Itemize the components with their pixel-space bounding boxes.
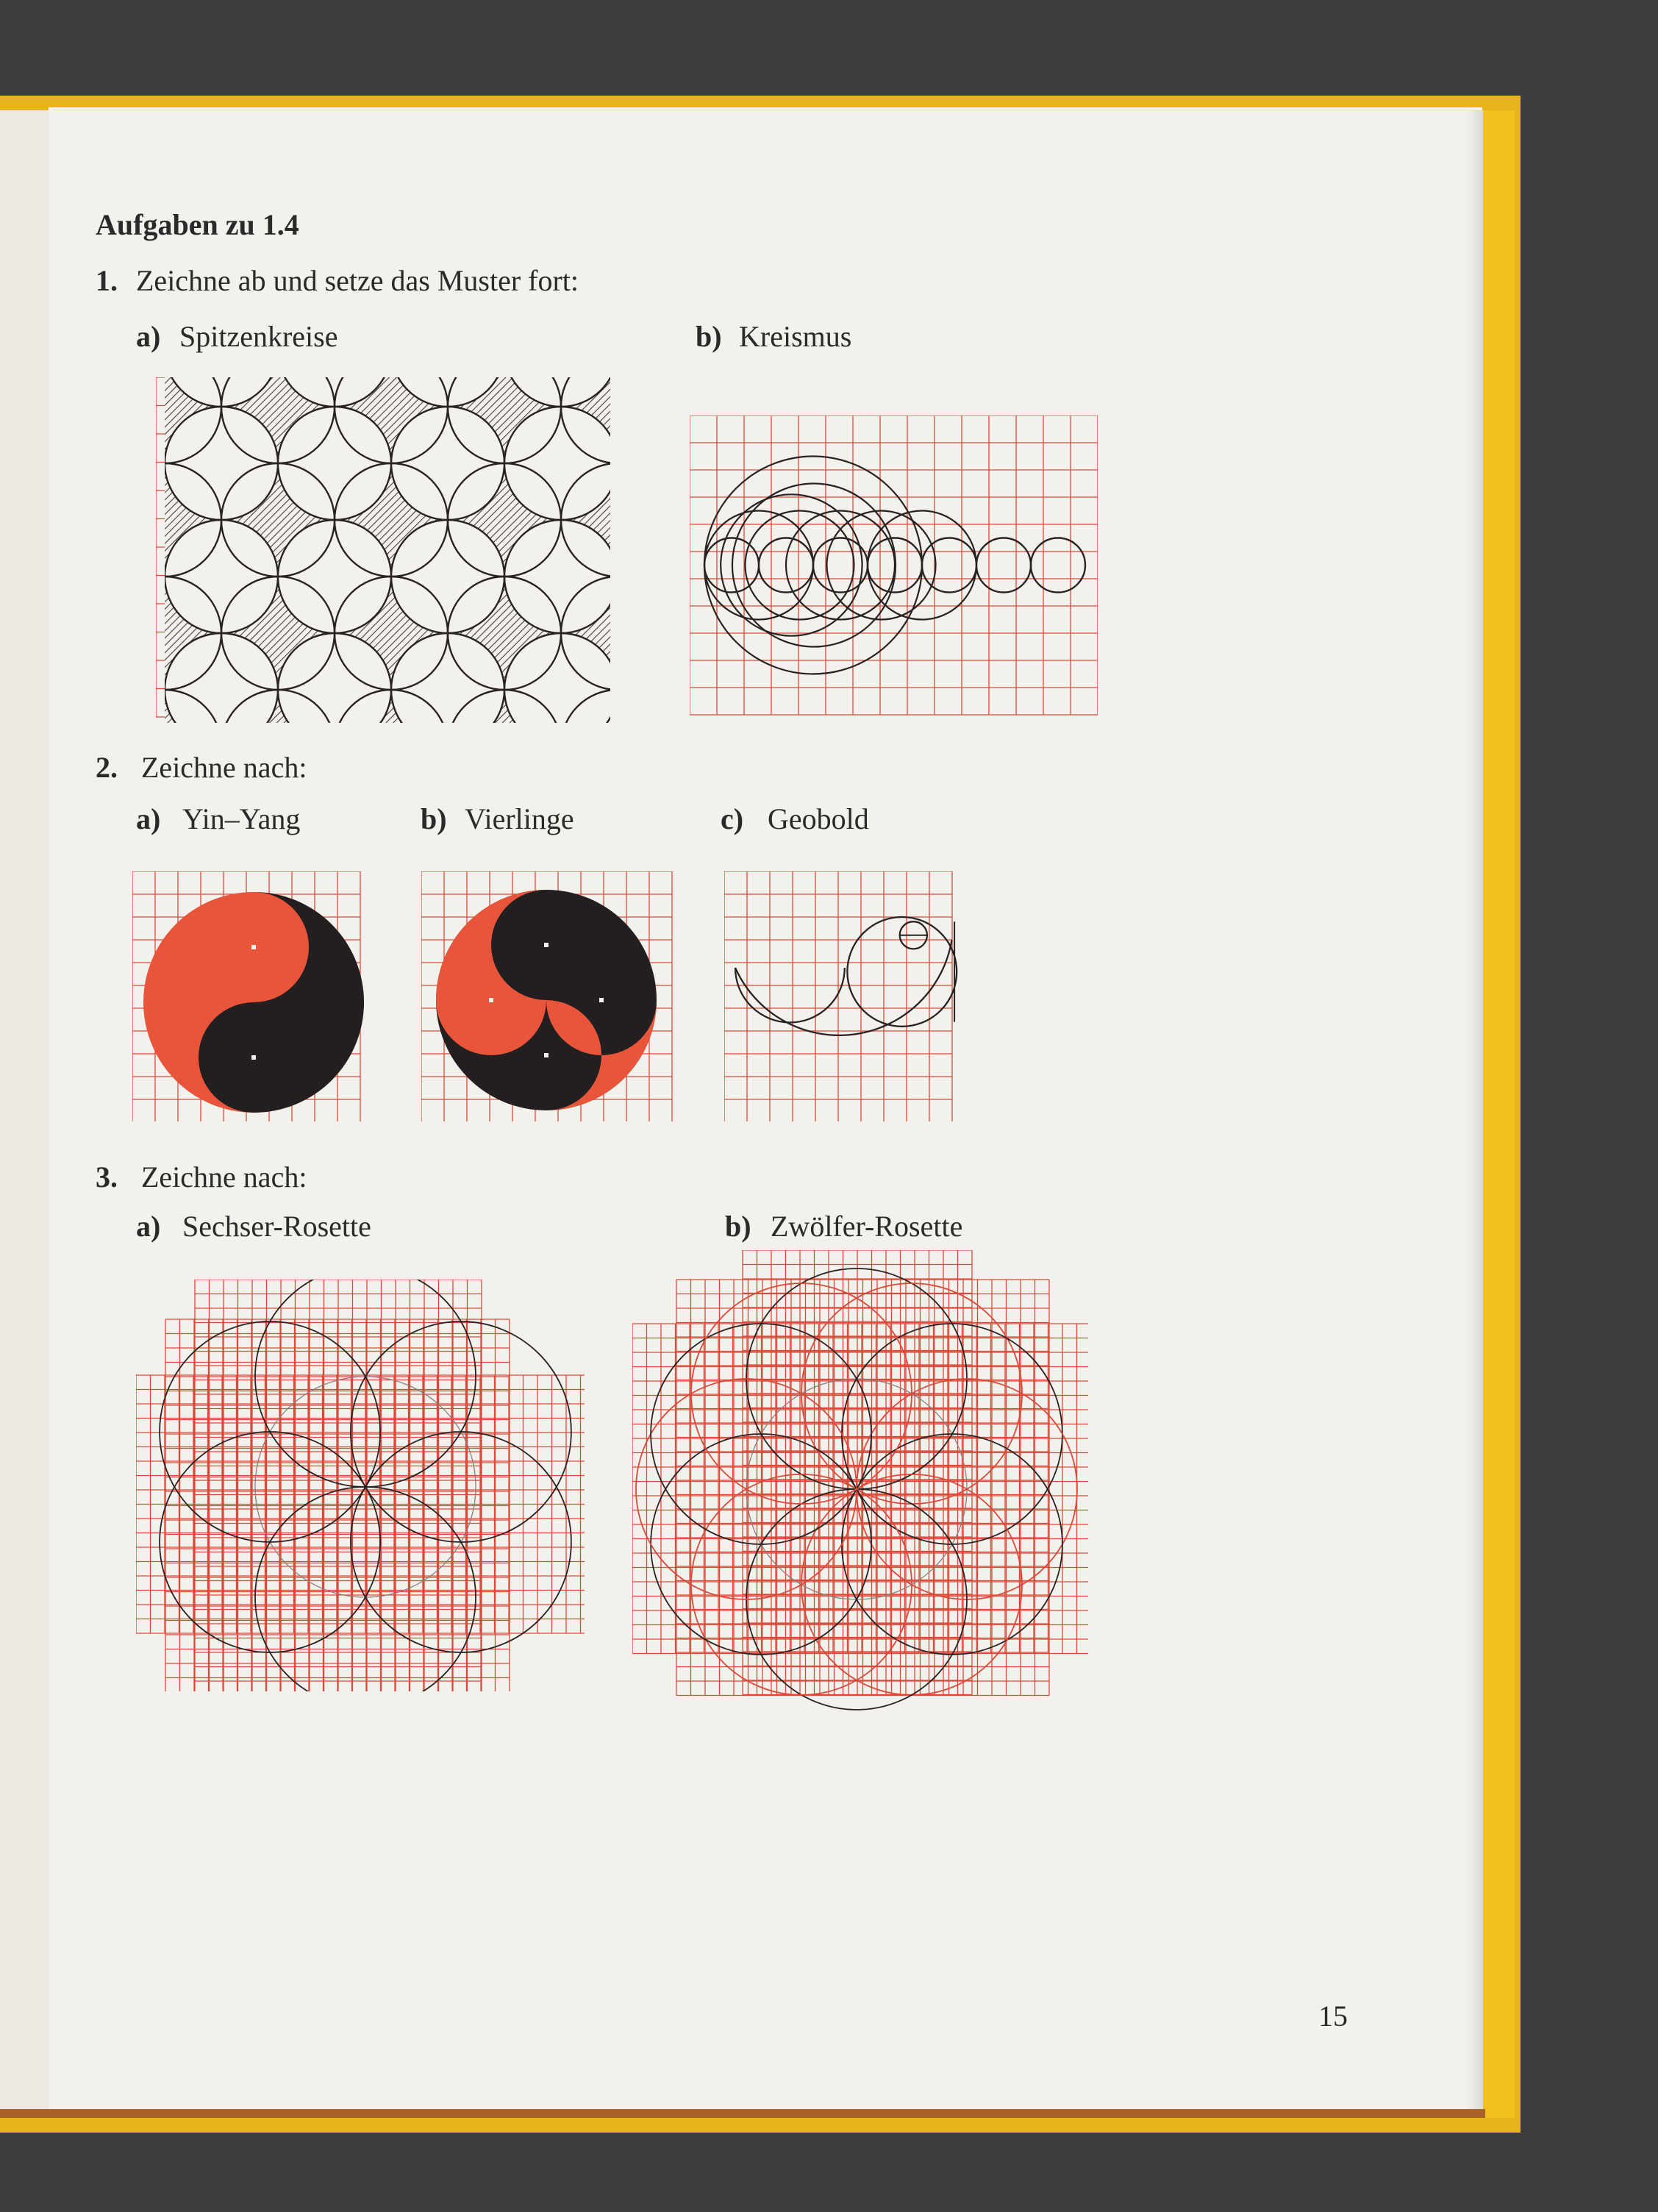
vier-dot (489, 998, 493, 1002)
figure-spitzenkreise (156, 377, 612, 723)
page-edge-shadow (1467, 110, 1483, 2111)
figure-vierlinge (421, 871, 675, 1121)
yin-dot (251, 945, 256, 949)
medium-circle (786, 511, 895, 620)
vier-dot (599, 998, 604, 1002)
task2b-title: Vierlinge (465, 802, 574, 835)
figure-geobold (724, 871, 963, 1121)
geobold-head (847, 917, 957, 1027)
task1a-label: a) (136, 320, 161, 353)
task1b-title: Kreismus (739, 320, 852, 353)
task3-text: Zeichne nach: (141, 1160, 307, 1194)
yang-dot (251, 1055, 256, 1060)
task3a-title: Sechser-Rosette (182, 1210, 371, 1243)
spitzen-circle (156, 520, 165, 633)
task3-number: 3. (96, 1160, 118, 1194)
spitzen-circle (165, 520, 278, 633)
task2-number: 2. (96, 751, 118, 784)
small-circle (976, 538, 1031, 593)
small-circle (1031, 538, 1085, 593)
geobold-arc (735, 940, 952, 1035)
spitzen-pattern (156, 377, 612, 723)
spitzen-circle (156, 633, 165, 723)
page-number: 15 (1318, 1999, 1348, 2033)
vier-dot (544, 1053, 549, 1057)
figure-sechser-rosette (136, 1280, 585, 1691)
left-page-edge (0, 110, 53, 2118)
task2c-label: c) (721, 802, 744, 835)
task3b-label: b) (725, 1210, 751, 1243)
task2a-title: Yin–Yang (182, 802, 301, 835)
sechser-grid-center (195, 1280, 482, 1691)
section-heading: Aufgaben zu 1.4 (96, 208, 299, 241)
task2b-label: b) (421, 802, 447, 835)
geo-grid (724, 871, 952, 1121)
figure-zwoelfer-rosette (632, 1250, 1088, 1713)
kreismus-grid (690, 415, 1098, 715)
task3b-title: Zwölfer-Rosette (771, 1210, 963, 1243)
task1a-title: Spitzenkreise (179, 320, 338, 353)
figure-yin-yang (132, 871, 375, 1121)
book-binding (0, 2109, 1485, 2118)
task1-number: 1. (96, 264, 118, 297)
small-circle (922, 538, 976, 593)
large-circle (721, 494, 862, 635)
spitzen-circle (156, 407, 165, 520)
spitzen-circle (278, 407, 391, 520)
task1-text: Zeichne ab und setze das Muster fort: (136, 264, 579, 297)
vier-dot (544, 943, 549, 947)
task2-text: Zeichne nach: (141, 751, 307, 784)
task3a-label: a) (136, 1210, 161, 1243)
spitzen-circle (156, 377, 165, 407)
task2a-label: a) (136, 802, 161, 835)
spitzen-circle (391, 520, 504, 633)
medium-circle (827, 511, 936, 620)
task2c-title: Geobold (768, 802, 869, 835)
spitzen-circle (391, 407, 504, 520)
figure-kreismus (690, 415, 1098, 724)
medium-circle (746, 511, 854, 620)
task1b-label: b) (696, 320, 722, 353)
spitzen-circle (278, 520, 391, 633)
spitzen-circle (165, 407, 278, 520)
